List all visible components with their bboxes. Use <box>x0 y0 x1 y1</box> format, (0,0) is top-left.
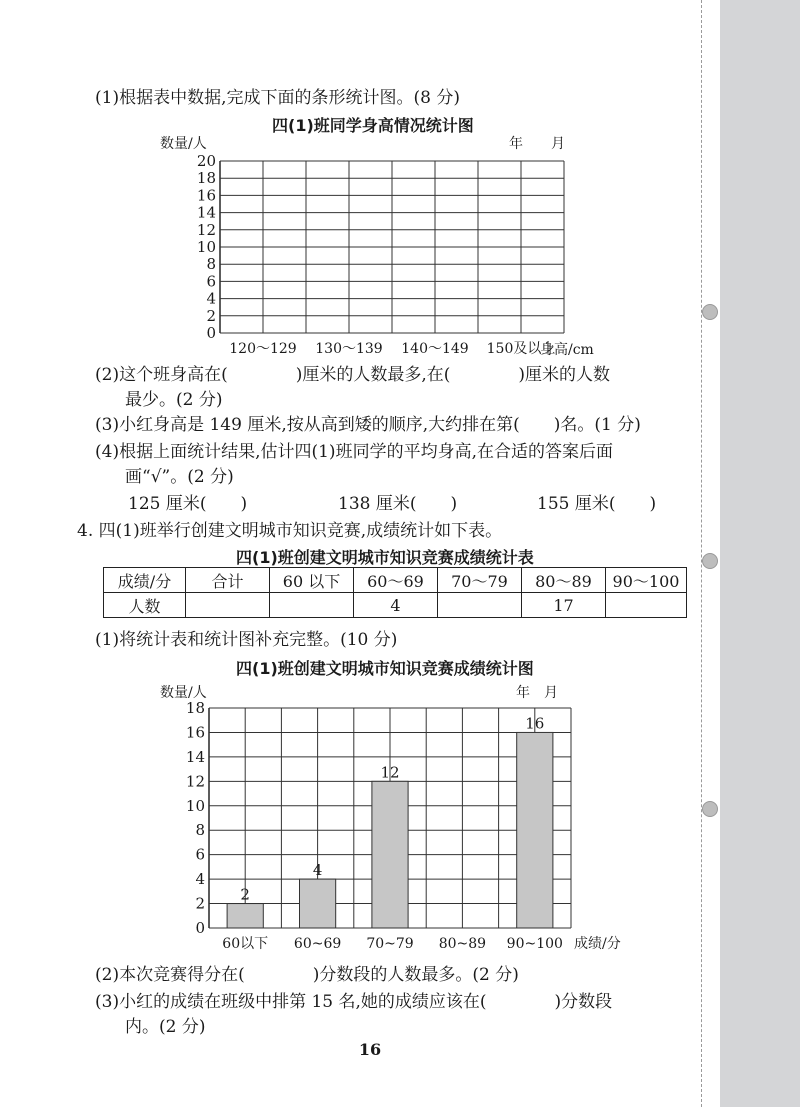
q1-part3: (3)小红身高是 149 厘米,按从高到矮的顺序,大约排在第( )名。(1 分) <box>95 415 641 435</box>
chart2-tick-label: 2 <box>195 894 205 913</box>
q4-part1: (1)将统计表和统计图补充完整。(10 分) <box>95 630 398 650</box>
page-number: 16 <box>358 1040 382 1059</box>
chart2-tick-label: 0 <box>195 919 205 937</box>
table-header-cell: 70～79 <box>438 568 522 593</box>
chart2-xlabel: 成绩/分 <box>574 936 621 952</box>
table-cell: 人数 <box>104 593 186 618</box>
chart2-date: 年 月 <box>516 685 558 701</box>
chart2-tick-label: 16 <box>185 723 205 742</box>
chart1-category-label: 120～129 <box>229 341 297 357</box>
chart2-tick-label: 6 <box>195 845 205 864</box>
chart2-ylabel: 数量/人 <box>160 685 207 701</box>
chart1-tick-label: 6 <box>206 272 216 291</box>
chart2-tick-label: 4 <box>195 870 205 889</box>
q4-intro: 4. 四(1)班举行创建文明城市知识竞赛,成绩统计如下表。 <box>77 521 503 541</box>
q4-part2: (2)本次竞赛得分在( )分数段的人数最多。(2 分) <box>95 965 519 985</box>
chart2-tick-label: 14 <box>185 747 205 766</box>
chart1-tick-label: 16 <box>196 186 216 205</box>
chart2-bar <box>372 781 408 928</box>
chart1-tick-label: 12 <box>196 220 216 239</box>
chart1-tick-label: 0 <box>206 324 216 342</box>
chart2-data-label: 4 <box>312 861 323 880</box>
chart1-tick-label: 10 <box>196 238 216 256</box>
chart1-tick-label: 18 <box>196 169 216 188</box>
table-header-cell: 80～89 <box>522 568 606 593</box>
chart2-title: 四(1)班创建文明城市知识竞赛成绩统计图 <box>236 659 534 678</box>
chart2-category-label: 80~89 <box>438 936 487 952</box>
q1-part4-line2: 画“√”。(2 分) <box>125 467 234 487</box>
chart1-tick-label: 4 <box>206 289 216 308</box>
chart2-category-label: 60~69 <box>293 936 342 952</box>
q4-part3-line1: (3)小红的成绩在班级中排第 15 名,她的成绩应该在( )分数段 <box>95 992 613 1012</box>
chart1-xlabel: 身高/cm <box>540 342 594 358</box>
q1-part1: (1)根据表中数据,完成下面的条形统计图。(8 分) <box>95 88 460 108</box>
chart1-ylabel: 数量/人 <box>160 136 207 152</box>
chart1-title: 四(1)班同学身高情况统计图 <box>272 116 474 135</box>
table-header-cell: 90～100 <box>606 568 687 593</box>
chart2-category-label: 60以下 <box>222 936 269 952</box>
chart1-tick-label: 20 <box>196 152 216 170</box>
chart1-category-label: 130～139 <box>315 341 383 357</box>
chart1-tick-label: 14 <box>196 203 216 222</box>
option-155[interactable]: 155 厘米( ) <box>537 494 657 514</box>
table-header-cell: 合计 <box>186 568 270 593</box>
chart1-date: 年 月 <box>509 136 565 152</box>
chart2-tick-label: 8 <box>195 821 205 840</box>
chart2-tick-label: 18 <box>185 699 205 717</box>
chart2-category-label: 90~100 <box>506 936 563 952</box>
table-title: 四(1)班创建文明城市知识竞赛成绩统计表 <box>236 548 534 567</box>
q4-part3-line2: 内。(2 分) <box>125 1017 206 1037</box>
table-header-cell: 60 以下 <box>270 568 354 593</box>
page-margin-strip <box>720 0 800 1107</box>
chart2-data-label: 12 <box>380 763 400 782</box>
q1-part2-line1: (2)这个班身高在( )厘米的人数最多,在( )厘米的人数 <box>95 365 611 385</box>
chart2-bar <box>300 879 336 928</box>
table-header-cell: 60～69 <box>354 568 438 593</box>
q1-part4-line1: (4)根据上面统计结果,估计四(1)班同学的平均身高,在合适的答案后面 <box>95 442 613 462</box>
table-header-cell: 成绩/分 <box>104 568 186 593</box>
chart2-data-label: 2 <box>240 885 250 904</box>
option-138[interactable]: 138 厘米( ) <box>338 494 458 514</box>
chart2-tick-label: 12 <box>185 772 205 791</box>
chart2-category-label: 70~79 <box>366 936 414 952</box>
chart2-bar <box>227 904 263 928</box>
table-cell: 17 <box>522 593 606 618</box>
chart1-tick-label: 2 <box>206 306 216 325</box>
table-cell: 4 <box>354 593 438 618</box>
chart1-tick-label: 8 <box>206 255 216 274</box>
q1-part2-line2: 最少。(2 分) <box>125 390 223 410</box>
chart1-category-label: 150及以上 <box>486 341 556 357</box>
chart2-data-label: 16 <box>525 714 545 733</box>
option-125[interactable]: 125 厘米( ) <box>128 494 248 514</box>
chart2-bar <box>517 732 553 928</box>
chart1-category-label: 140～149 <box>401 341 469 357</box>
chart2-tick-label: 10 <box>185 796 205 815</box>
